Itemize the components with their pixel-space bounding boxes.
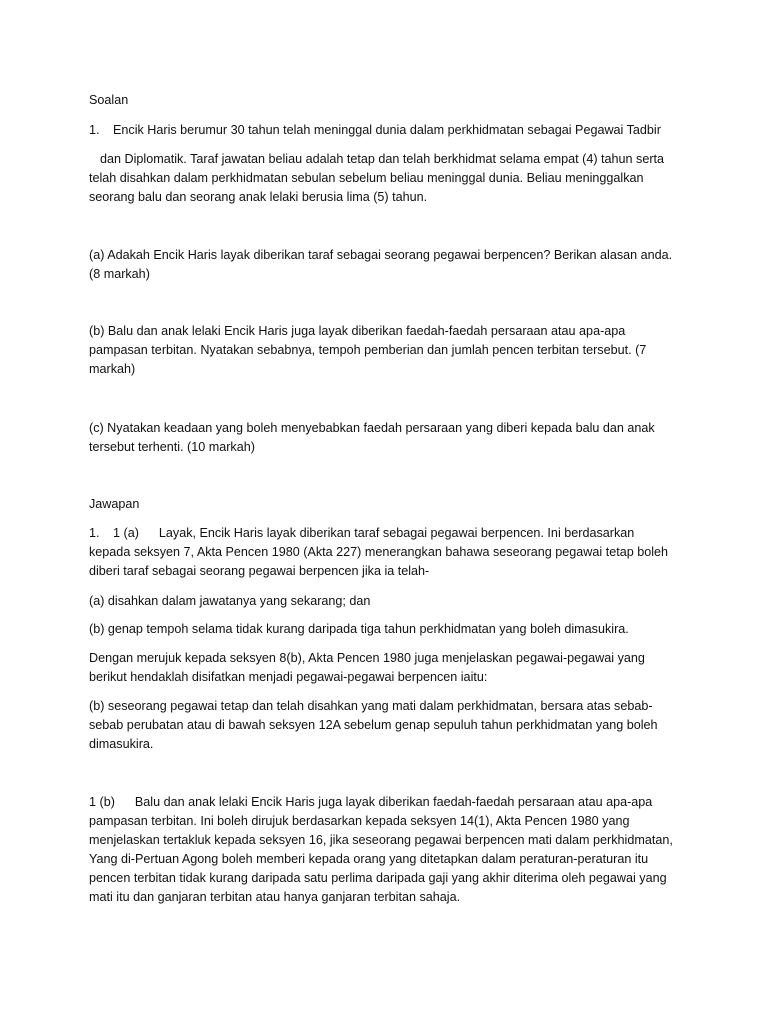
answer-1b-line-5: pencen terbitan tidak kurang daripada satu perlima daripada gaji yang akhir diterima oleh pegawai yang: [89, 871, 667, 885]
question-part-b-line-1: (b) Balu dan anak lelaki Encik Haris juga layak diberikan faedah-faedah persaraan atau apa-apa: [89, 324, 626, 338]
answer-number: 1.: [89, 526, 100, 540]
question-part-b-line-2: pampasan terbitan. Nyatakan sebabnya, tempoh pemberian dan jumlah pencen terbitan tersebut. (7: [89, 343, 647, 357]
answer-1b-line-3: menjelaskan tertakluk kepada seksyen 16, jika seseorang pegawai berpencen mati dalam perkhidmatan,: [89, 833, 673, 847]
answer-1a-line-2: kepada seksyen 7, Akta Pencen 1980 (Akta 227) menerangkan bahawa seseorang pegawai tetap boleh: [89, 545, 669, 559]
question-1-line-1: 1. Encik Haris berumur 30 tahun telah meninggal dunia dalam perkhidmatan sebagai Pegawai Tadbir: [89, 120, 661, 140]
answer-1b-line-6: mati itu dan ganjaran terbitan atau hanya ganjaran terbitan sahaja.: [89, 890, 461, 904]
answer-1a-para2-line-2: berikut hendaklah disifatkan menjadi pegawai-pegawai berpencen iaitu:: [89, 670, 488, 684]
answer-1a-para3-line-3: dimasukira.: [89, 737, 154, 751]
answer-1a-para3-line-1: (b) seseorang pegawai tetap dan telah disahkan yang mati dalam perkhidmatan, bersara atas sebab-: [89, 699, 653, 713]
question-part-a-line-1: (a) Adakah Encik Haris layak diberikan taraf sebagai seorang pegawai berpencen? Berikan alasan anda.: [89, 248, 673, 262]
question-part-c-line-1: (c) Nyatakan keadaan yang boleh menyebabkan faedah persaraan yang diberi kepada balu dan anak: [89, 421, 655, 435]
question-part-c-line-2: tersebut terhenti. (10 markah): [89, 440, 255, 454]
question-1-line-3: telah disahkan dalam perkhidmatan sebulan sebelum beliau meninggal dunia. Beliau meninggalkan: [89, 171, 644, 185]
answer-1b-line-4: Yang di-Pertuan Agong boleh memberi kepada orang yang ditetapkan dalam peraturan-peraturan itu: [89, 852, 649, 866]
answer-1a-item-a: (a) disahkan dalam jawatanya yang sekarang; dan: [89, 594, 371, 608]
answer-1b-line-2: pampasan terbitan. Ini boleh dirujuk berdasarkan kepada seksyen 14(1), Akta Pencen 1980 yang: [89, 814, 630, 828]
answer-1a-line-3: diberi taraf sebagai seorang pegawai berpencen jika ia telah-: [89, 564, 430, 578]
answer-1a-line-1: 1. 1 (a) Layak, Encik Haris layak diberikan taraf sebagai pegawai berpencen. Ini berdasarkan: [89, 523, 634, 543]
jawapan-heading: Jawapan: [89, 497, 140, 511]
soalan-heading: Soalan: [89, 93, 129, 107]
question-number: 1.: [89, 123, 100, 137]
answer-label: 1 (a): [113, 526, 139, 540]
answer-label: 1 (b): [89, 795, 115, 809]
question-1-line-2: dan Diplomatik. Taraf jawatan beliau adalah tetap dan telah berkhidmat selama empat (4) tahun serta: [100, 152, 665, 166]
question-part-b-line-3: markah): [89, 362, 136, 376]
answer-1a-para3-line-2: sebab perubatan atau di bawah seksyen 12A sebelum genap sepuluh tahun perkhidmatan yang boleh: [89, 718, 658, 732]
answer-1a-item-b: (b) genap tempoh selama tidak kurang daripada tiga tahun perkhidmatan yang boleh dimasukira.: [89, 622, 629, 636]
answer-1a-para2-line-1: Dengan merujuk kepada seksyen 8(b), Akta Pencen 1980 juga menjelaskan pegawai-pegawai yang: [89, 651, 645, 665]
answer-1b-line-1: 1 (b) Balu dan anak lelaki Encik Haris juga layak diberikan faedah-faedah persaraan atau apa-apa: [89, 795, 653, 809]
question-1-line-4: seorang balu dan seorang anak lelaki berusia lima (5) tahun.: [89, 190, 428, 204]
question-part-a-line-2: (8 markah): [89, 267, 150, 281]
